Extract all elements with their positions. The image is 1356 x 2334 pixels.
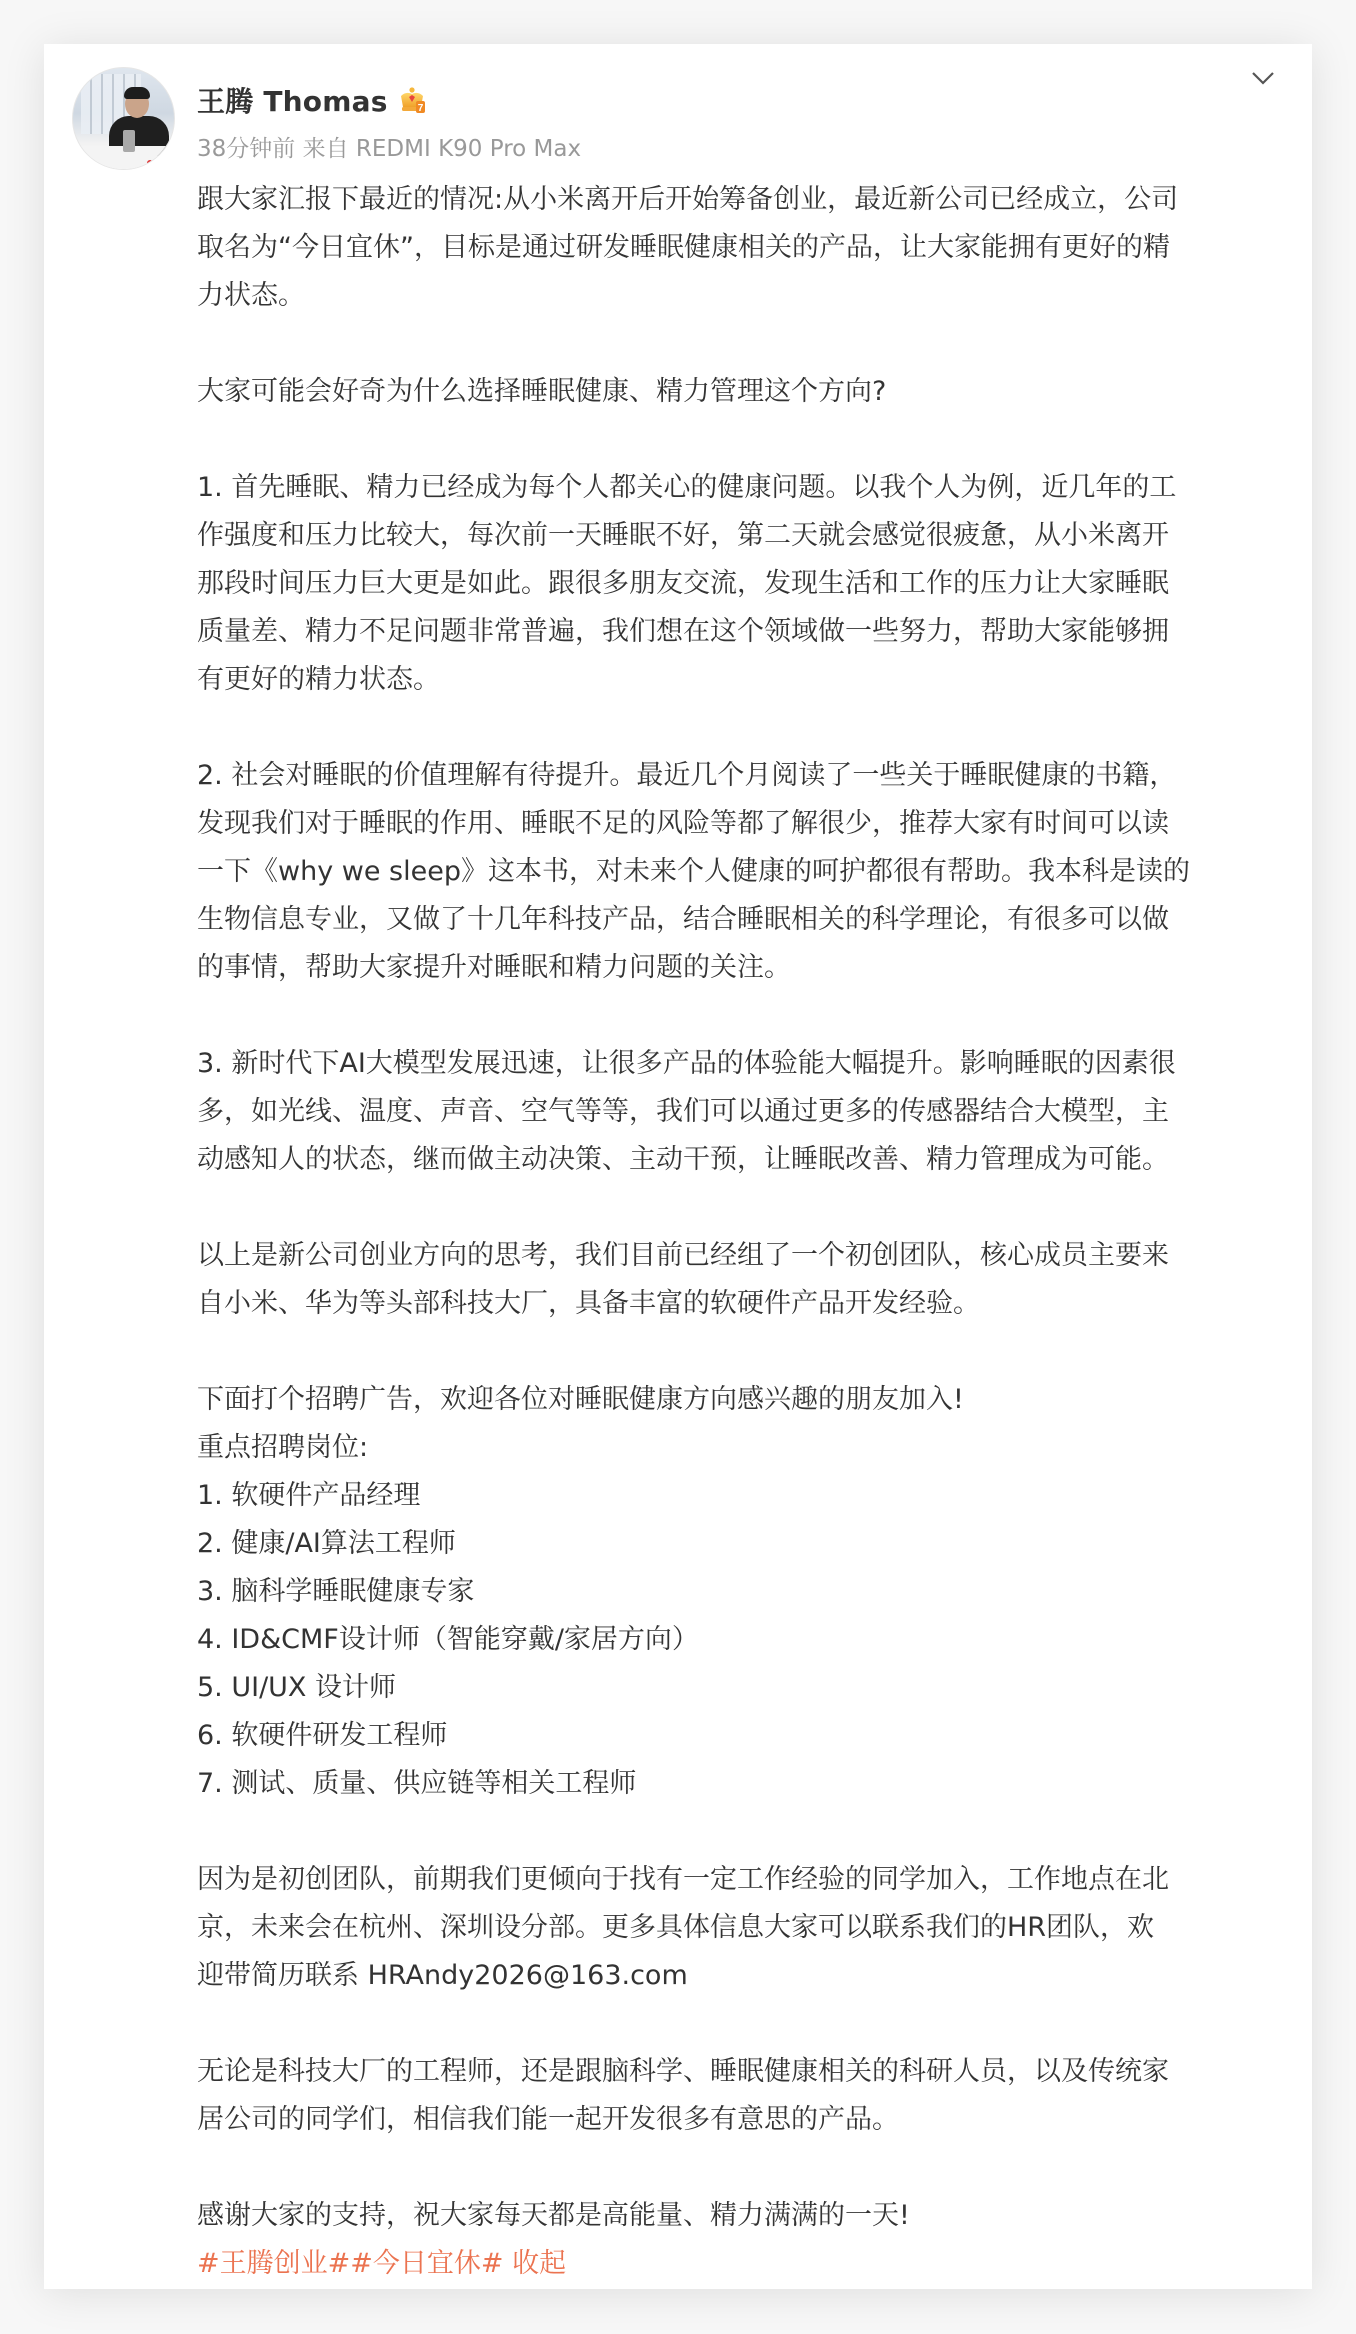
hashtag-line [197, 2240, 1287, 2288]
content-line: 动感知人的状态，继而做主动决策、主动干预，让睡眠改善、精力管理成为可能。 [197, 1144, 1169, 1175]
content-line: 大家可能会好奇为什么选择睡眠健康、精力管理这个方向? [197, 376, 887, 407]
content-line: 生物信息专业，又做了十几年科技产品，结合睡眠相关的科学理论，有很多可以做 [197, 904, 1169, 935]
content-line: 无论是科技大厂的工程师，还是跟脑科学、睡眠健康相关的科研人员，以及传统家 [197, 2056, 1169, 2087]
blank-line [197, 2144, 1287, 2192]
content-line: 迎带简历联系 HRAndy2026@163.com [197, 1960, 688, 1991]
content-line: 2. 健康/AI算法工程师 [197, 1528, 456, 1559]
blank-line [197, 416, 1287, 464]
post-content [197, 176, 1287, 2288]
blank-line [197, 1328, 1287, 1376]
content-line: 居公司的同学们，相信我们能一起开发很多有意思的产品。 [197, 2104, 899, 2135]
content-line: 下面打个招聘广告，欢迎各位对睡眠健康方向感兴趣的朋友加入! [197, 1384, 964, 1415]
avatar-cup [123, 130, 135, 152]
content-line: 感谢大家的支持，祝大家每天都是高能量、精力满满的一天! [197, 2200, 910, 2231]
content-line: 3. 脑科学睡眠健康专家 [197, 1576, 475, 1607]
content-line: 自小米、华为等头部科技大厂，具备丰富的软硬件产品开发经验。 [197, 1288, 980, 1319]
content-line: 因为是初创团队，前期我们更倾向于找有一定工作经验的同学加入，工作地点在北 [197, 1864, 1169, 1895]
content-line: 重点招聘岗位: [197, 1432, 369, 1463]
author-row [197, 80, 426, 120]
post-source-prefix: 来自 [302, 136, 349, 162]
blank-line [197, 1184, 1287, 1232]
chevron-down-icon[interactable] [1249, 68, 1277, 90]
content-line: 作强度和压力比较大，每次前一天睡眠不好，第二天就会感觉很疲惫，从小米离开 [197, 520, 1169, 551]
content-line: 京，未来会在杭州、深圳设分部。更多具体信息大家可以联系我们的HR团队，欢 [197, 1912, 1155, 1943]
author-name[interactable]: 王腾 Thomas [197, 85, 388, 118]
content-line: 力状态。 [197, 280, 305, 311]
content-line: 发现我们对于睡眠的作用、睡眠不足的风险等都了解很少，推荐大家有时间可以读 [197, 808, 1169, 839]
blank-line [197, 320, 1287, 368]
blank-line [197, 992, 1287, 1040]
content-line: 那段时间压力巨大更是如此。跟很多朋友交流，发现生活和工作的压力让大家睡眠 [197, 568, 1169, 599]
content-line: 多，如光线、温度、声音、空气等等，我们可以通过更多的传感器结合大模型，主 [197, 1096, 1169, 1127]
blank-line [197, 2000, 1287, 2048]
content-line: 1. 首先睡眠、精力已经成为每个人都关心的健康问题。以我个人为例，近几年的工 [197, 472, 1177, 503]
hashtag-link[interactable]: #王腾创业# [197, 2248, 351, 2279]
hashtag-link[interactable]: #今日宜休# [350, 2248, 504, 2279]
content-line: 一下《why we sleep》这本书，对未来个人健康的呵护都很有帮助。我本科是读的 [197, 856, 1190, 887]
content-line: 有更好的精力状态。 [197, 664, 440, 695]
post-time[interactable]: 38分钟前 [197, 136, 296, 162]
post-meta [197, 130, 581, 163]
blank-line [197, 1808, 1287, 1856]
avatar-decor-dot [147, 160, 153, 166]
content-line: 质量差、精力不足问题非常普遍，我们想在这个领域做一些努力，帮助大家能够拥 [197, 616, 1169, 647]
svg-text:7: 7 [417, 103, 423, 114]
content-line: 4. ID&CMF设计师（智能穿戴/家居方向） [197, 1624, 699, 1655]
content-line: 7. 测试、质量、供应链等相关工程师 [197, 1768, 637, 1799]
blank-line [197, 704, 1287, 752]
content-line: 2. 社会对睡眠的价值理解有待提升。最近几个月阅读了一些关于睡眠健康的书籍， [197, 760, 1177, 791]
avatar-person-hair [124, 87, 150, 99]
content-line: 3. 新时代下AI大模型发展迅速，让很多产品的体验能大幅提升。影响睡眠的因素很 [197, 1048, 1176, 1079]
content-line: 跟大家汇报下最近的情况:从小米离开后开始筹备创业，最近新公司已经成立，公司 [197, 184, 1179, 215]
content-line: 5. UI/UX 设计师 [197, 1672, 397, 1703]
crown-vip-icon[interactable] [398, 86, 426, 114]
weibo-post-card [44, 44, 1312, 2289]
post-device[interactable]: REDMI K90 Pro Max [355, 136, 582, 162]
content-line: 取名为“今日宜休”，目标是通过研发睡眠健康相关的产品，让大家能拥有更好的精 [197, 232, 1170, 263]
content-line: 6. 软硬件研发工程师 [197, 1720, 448, 1751]
content-line: 以上是新公司创业方向的思考，我们目前已经组了一个初创团队，核心成员主要来 [197, 1240, 1169, 1271]
avatar[interactable] [72, 67, 175, 170]
content-line: 1. 软硬件产品经理 [197, 1480, 421, 1511]
collapse-button[interactable]: 收起 [512, 2248, 567, 2279]
content-line: 的事情，帮助大家提升对睡眠和精力问题的关注。 [197, 952, 791, 983]
